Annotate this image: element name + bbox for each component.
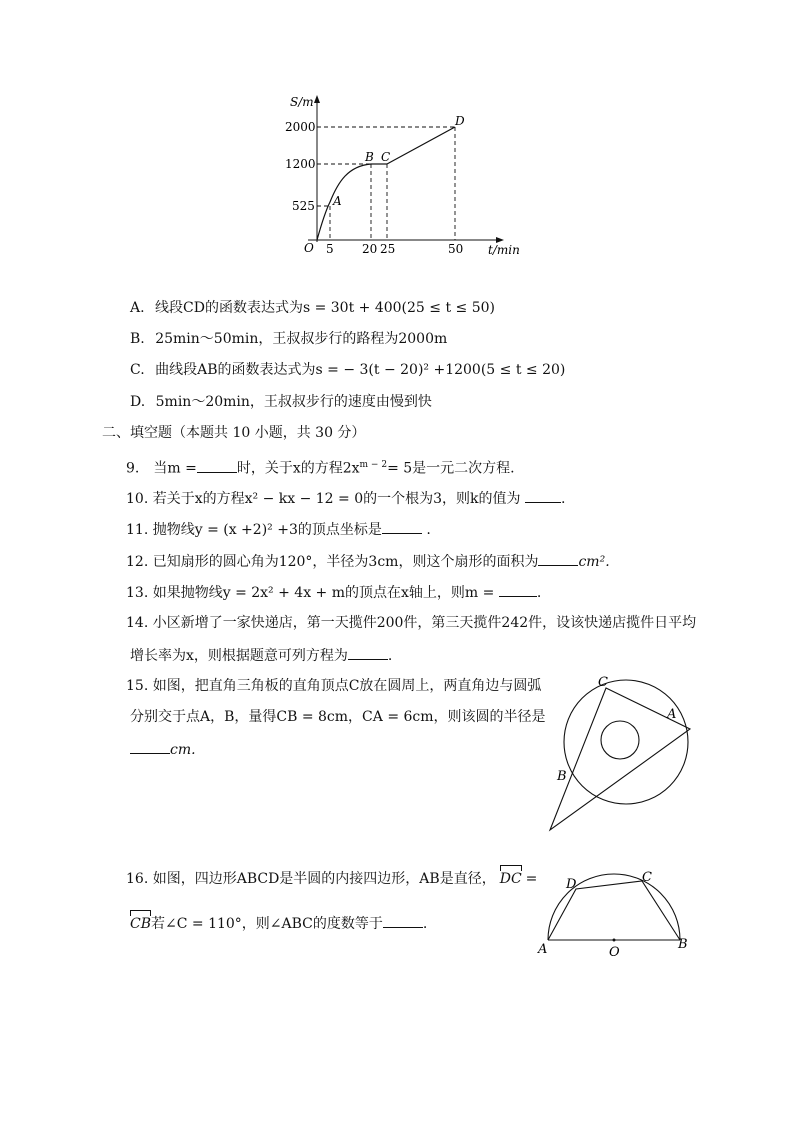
- q13-text: 13. 如果抛物线y = 2x² + 4x + m的顶点在x轴上，则m =: [126, 585, 495, 601]
- arc-CB-label: CB: [130, 916, 151, 932]
- label-A: A: [538, 942, 548, 957]
- q14-end: .: [387, 648, 393, 664]
- semicircle-quadrilateral-figure: [532, 862, 702, 962]
- point-D-label: D: [455, 114, 465, 128]
- option-a: [130, 299, 495, 317]
- section-title: 二、填空题（本题共 10 小题，共 30 分）: [102, 425, 366, 441]
- option-a-text: 线段CD的函数表达式为s = 30t + 400(25 ≤ t ≤ 50): [155, 300, 496, 316]
- arc-CB-symbol: [130, 910, 151, 916]
- option-d-label: D.: [130, 394, 146, 410]
- q14-answer-blank[interactable]: [348, 645, 388, 660]
- question-9: [126, 456, 515, 478]
- label-A: A: [667, 707, 677, 722]
- q16-answer-blank[interactable]: [383, 913, 423, 928]
- center-point-O: [613, 939, 616, 942]
- option-b: [130, 330, 447, 348]
- q11-text: 11. 抛物线y = (x +2)² +3的顶点坐标是: [126, 522, 382, 538]
- question-15-line2: 分别交于点A，B，量得CB = 8cm，CA = 6cm，则该圆的半径是: [130, 709, 546, 725]
- option-c-label: C.: [130, 362, 145, 378]
- y-tick-525: 525: [292, 199, 315, 213]
- option-a-label: A.: [130, 300, 145, 316]
- q9-end: = 5是一元二次方程.: [387, 460, 515, 477]
- x-tick-50: 50: [448, 242, 464, 256]
- q9-exponent: m − 2: [359, 460, 388, 470]
- question-15-line3: [130, 739, 196, 759]
- segment-CD: [387, 127, 455, 164]
- q11-end: .: [426, 522, 431, 538]
- question-15-line1: 15. 如图，把直角三角板的直角顶点C放在圆周上，两直角边与圆弧: [126, 678, 542, 694]
- q15-answer-blank[interactable]: [130, 739, 170, 754]
- q12-unit: cm².: [578, 554, 610, 570]
- question-11: [126, 519, 431, 539]
- outer-circle: [564, 680, 688, 804]
- y-tick-1200: 1200: [285, 157, 316, 171]
- q13-answer-blank[interactable]: [499, 582, 537, 597]
- option-c-text: 曲线段AB的函数表达式为s = − 3(t − 20)² +1200(5 ≤ t ≤ 20): [155, 362, 566, 378]
- q16-condition: 若∠C = 110°，则∠ABC的度数等于: [151, 916, 383, 932]
- q9-pre: 9. 当m =: [126, 460, 197, 477]
- y-axis-arrow: [314, 95, 320, 103]
- q14-text: 增长率为x，则根据题意可列方程为: [130, 648, 348, 664]
- question-16-line2: [130, 913, 427, 933]
- inner-circle: [601, 721, 639, 759]
- x-axis-label: t/min: [488, 243, 520, 257]
- label-B: B: [557, 769, 567, 784]
- question-16-line1: [126, 870, 537, 888]
- q10-answer-blank[interactable]: [525, 488, 561, 503]
- label-O: O: [609, 945, 620, 960]
- label-C: C: [642, 870, 652, 885]
- x-tick-25: 25: [380, 242, 396, 256]
- question-14-line1: 14. 小区新增了一家快递店，第一天揽件200件，第三天揽件242件，设该快递店揽件日平均: [126, 615, 697, 631]
- option-d-text: 5min～20min，王叔叔步行的速度由慢到快: [155, 394, 432, 410]
- q15-unit: cm.: [170, 742, 196, 758]
- q11-answer-blank[interactable]: [382, 519, 422, 534]
- option-c: [130, 361, 565, 379]
- curve-OAB: [317, 164, 371, 240]
- x-tick-20: 20: [362, 242, 378, 256]
- q16-end: .: [422, 916, 428, 932]
- option-d: [130, 393, 432, 411]
- arc-DC-symbol: [500, 865, 522, 871]
- y-axis-label: S/m: [290, 95, 314, 109]
- q16-eq: =: [525, 871, 538, 887]
- point-B-label: B: [365, 150, 374, 164]
- q12-text: 12. 已知扇形的圆心角为120°，半径为3cm，则这个扇形的面积为: [126, 554, 539, 570]
- origin-label: O: [304, 241, 314, 255]
- option-b-label: B.: [130, 331, 145, 347]
- label-C: C: [598, 675, 608, 690]
- label-B: B: [678, 937, 688, 952]
- point-C-label: C: [381, 150, 391, 164]
- x-tick-5: 5: [326, 242, 334, 256]
- circle-triangle-figure: [540, 668, 700, 838]
- question-10: [126, 488, 565, 508]
- q13-end: .: [536, 585, 542, 601]
- question-13: [126, 582, 541, 602]
- option-b-text: 25min～50min，王叔叔步行的路程为2000m: [155, 331, 448, 347]
- distance-time-graph: [270, 92, 530, 262]
- arc-DC-label: DC: [499, 871, 522, 887]
- q9-answer-blank[interactable]: [197, 458, 237, 473]
- q10-text: 10. 若关于x的方程x² − kx − 12 = 0的一个根为3，则k的值为: [126, 491, 521, 507]
- q10-end: .: [560, 491, 566, 507]
- question-14-line2: [130, 645, 392, 665]
- question-12: [126, 551, 610, 571]
- q12-answer-blank[interactable]: [538, 551, 578, 566]
- q9-post: 时，关于x的方程2x: [236, 460, 360, 477]
- q16-text: 16. 如图，四边形ABCD是半圆的内接四边形，AB是直径，: [126, 871, 496, 887]
- point-A-label: A: [333, 194, 342, 208]
- label-D: D: [566, 877, 577, 892]
- y-tick-2000: 2000: [285, 120, 316, 134]
